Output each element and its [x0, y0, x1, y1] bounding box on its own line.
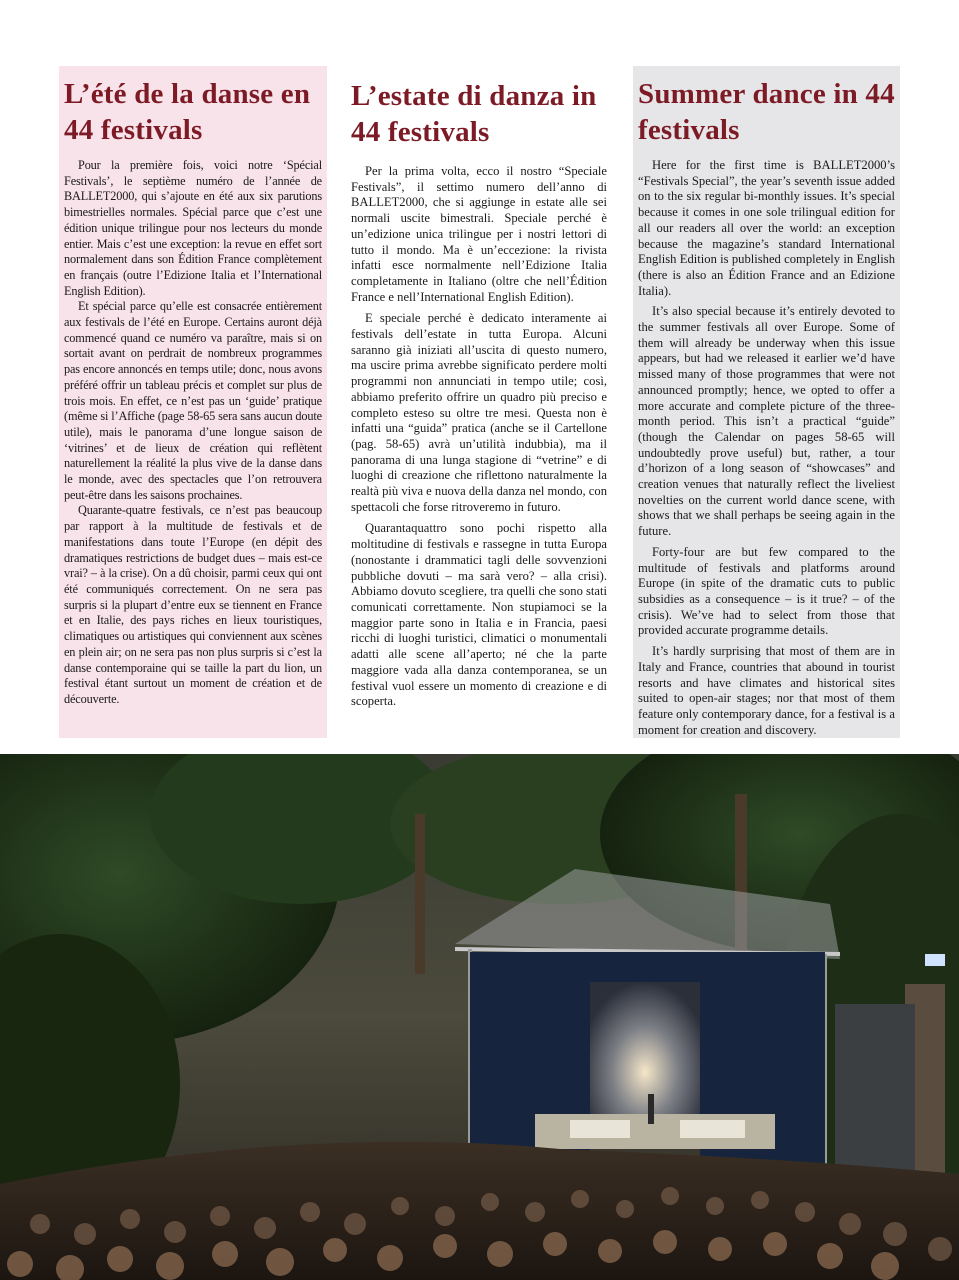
- paragraph: Here for the first time is BALLET2000’s “Festivals Special”, the year’s seventh issue added on to the six regular bi-monthly issues. It’s special because it comes in one sole trilingual edition for all our readers all over the world: an exception because the magazine’s standard International English Edition is published completely in English (there is also an Édition France and an Edizione Italia).: [638, 158, 895, 298]
- article-title-italian: L’estate di danza in 44 festivals: [351, 80, 597, 148]
- paragraph: It’s also special because it’s entirely devoted to the summer festivals all over Europe. Some of them will already be underway when this issue appears, but had we released it earlier we’d have missed many of those programmes that were not announced promptly; hence, we opted to offer a more accurate and complete picture of the three-month period. This isn’t a practical “guide” (though the Calendar on pages 58-65 will undoubtedly prove useful) but, rather, a tour d’horizon of a long season of “showcases” and creation venues that naturally reflect the liveliest novelties on the current world dance scene, with shows that we shall perhaps be seeing again in the future.: [638, 304, 895, 539]
- paragraph: Et spécial parce qu’elle est consacrée entièrement aux festivals de l’été en Europe. Certains auront déjà commencé quand ce numéro va paraître, mais si on sortait avant on perdrait de nombreux programmes pas encore annoncés en temps utile; donc, nous avons préféré offrir un tableau précis et complet sur plus de trois mois. En effet, ce n’est pas un ‘guide’ pratique (même si l’Affiche (page 58-65 sera sans aucun doute utile), mais le panorama d’une longue saison de ‘vitrines’ et de lieux de création qui reflètent naturellement la réalité la plus vive de la danse dans le monde, avec des spectacles que l’on retrouvera peut-être dans les saisons prochaines.: [64, 299, 322, 502]
- paragraph: Quarante-quatre festivals, ce n’est pas beaucoup par rapport à la multitude de festivals et de manifestations dans toute l’Europe (en dépit des dramatiques restrictions de budget dues – mais est-ce vrai? – à la crise). On a dû choisir, parmi ceux qui ont été communiqués correctement. On ne sera pas surpris si la plupart d’entre eux se tiennent en France et en Italie, des pays riches en lieux touristiques, climatiques ou artistiques qui conviennent aux scènes en plein air; on ne sera pas non plus surpris si c’est la danse contemporaine qui se taille la part du lion, un festival étant surtout un moment de création et de découverte.: [64, 503, 322, 706]
- stage-illustration: [0, 754, 959, 1280]
- paragraph: Per la prima volta, ecco il nostro “Speciale Festivals”, il settimo numero dell’anno di BALLET2000, che si aggiunge in estate alle sei normali uscite bimestrali. Speciale perché è un’edizione unica trilingue per i nostri lettori di tutto il mondo. Ma è un’eccezione: la rivista infatti esce normalmente nell’Edizione Italia completamente in Italiano (oltre che nell’Édition France e nell’International English Edition).: [351, 164, 607, 304]
- paragraph: It’s hardly surprising that most of them are in Italy and France, countries that abound in tourist resorts and have climates and historical sites suited to open-air stages; nor that most of them feature only contemporary dance, for a festival is a moment for creation and discovery.: [638, 644, 895, 737]
- paragraph: E speciale perché è dedicato interamente ai festivals dell’estate in tutta Europa. Alcuni saranno già iniziati all’uscita di questo numero, ma uscire prima avrebbe significato perdere molti programmi non annunciati in tempo utile; così, abbiamo preferito offrire un quadro più preciso e completo esteso su oltre tre mesi. Questa non è infatti una “guida” pratica (anche se il Cartellone (pag. 58-65) avrà un’utilità indubbia), ma il panorama di una lunga stagione di “vetrine” e di luoghi di creazione che riflettono naturalmente la realtà più viva e nuova della danza nel mondo, con spettacoli che forse ritroveremo in futuro.: [351, 311, 607, 514]
- article-title-english: Summer dance in 44 festivals: [638, 78, 895, 146]
- article-title-french: L’été de la danse en 44 festivals: [64, 78, 311, 146]
- paragraph: Quarantaquattro sono pochi rispetto alla moltitudine di festivals e rassegne in tutta Europa (nonostante i drammatici tagli delle sovvenzioni pubbliche dovuti – ma sarà vero? – alla crisi). Abbiamo dovuto scegliere, tra quelli che sono stati comunicati correttamente. Non stupiamoci se la maggior parte sono in Italia e in Francia, paesi ricchi di luoghi turistici, climatici o monumentali adatti alle scene all’aperto; né che la parte maggiore vada alla danza contemporanea, se un festival vuol essere un momento di creazione e di scoperta.: [351, 521, 608, 709]
- open-air-stage-photo: [0, 754, 959, 1280]
- paragraph: Forty-four are but few compared to the multitude of festivals and platforms around Europe (in spite of the dramatic cuts to public subsidies as a consequence – is it true? – of the crisis). We’ve had to select from those that provided accurate programme details.: [638, 544, 895, 638]
- article-column-italian: [346, 66, 612, 738]
- article-column-english: [633, 66, 900, 738]
- article-column-french: [59, 66, 327, 738]
- paragraph: Pour la première fois, voici notre ‘Spécial Festivals’, le septième numéro de l’année de BALLET2000, qui s’ajoute en été aux six parutions bimestrielles normales. Spécial parce que c’est une édition unique trilingue pour nos lecteurs du monde entier. Mais c’est une exception: la revue en effet sort normalement dans son Édition France complètement en français (outre l’Edizione Italia et l’International English Edition).: [64, 158, 322, 298]
